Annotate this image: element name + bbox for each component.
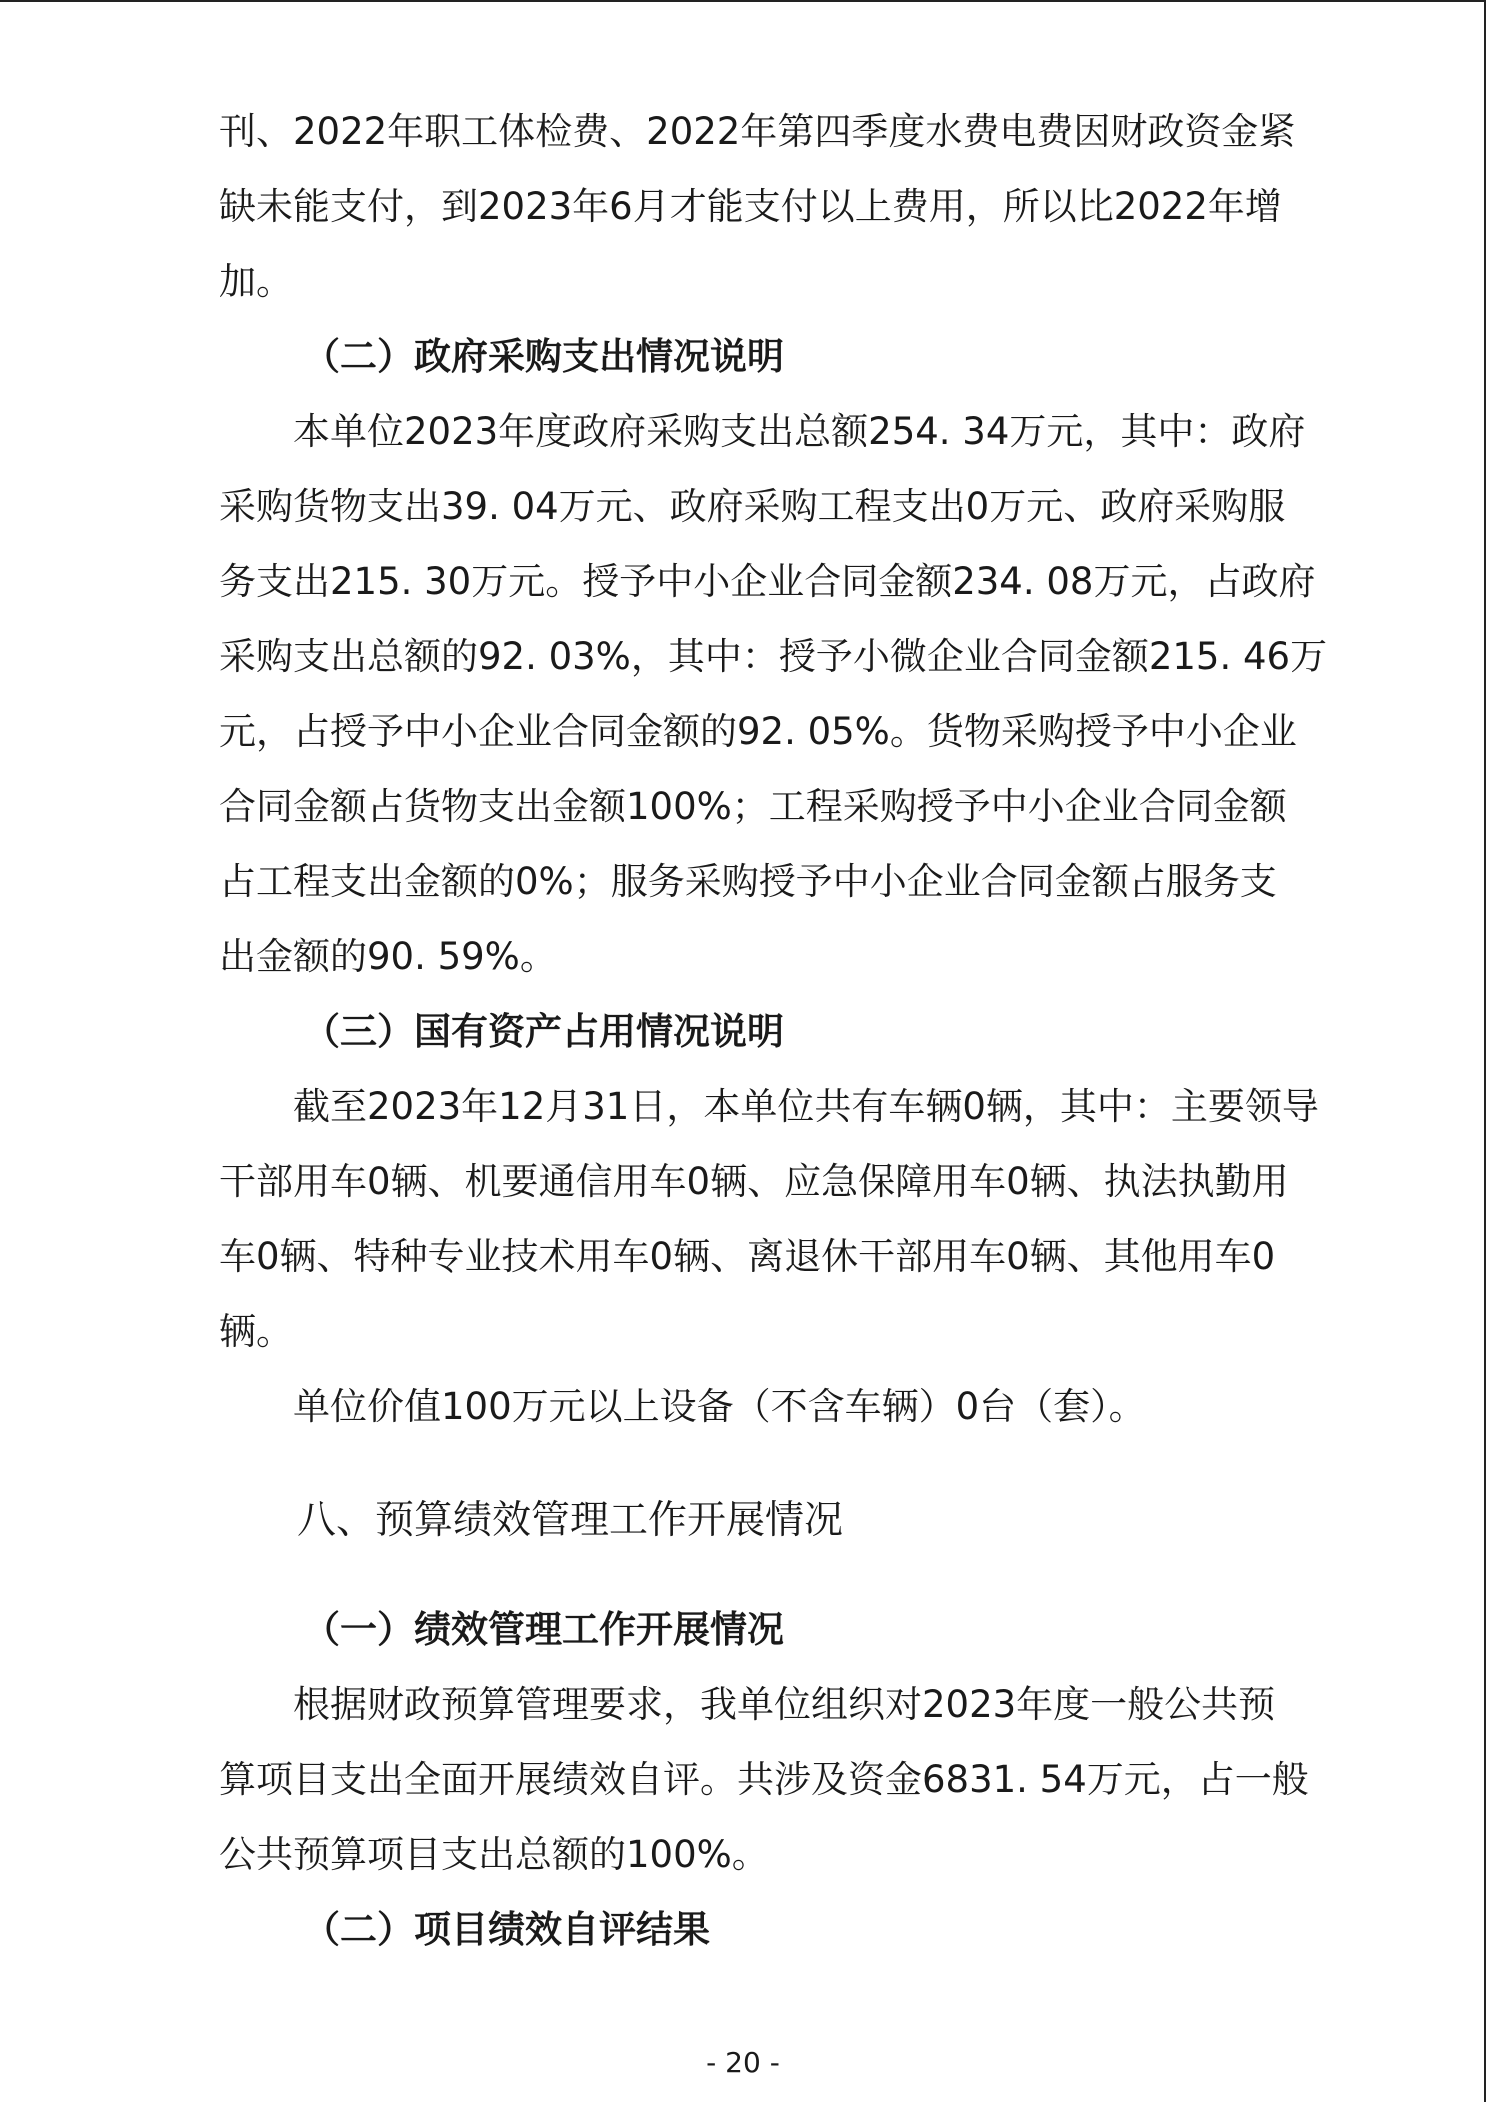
text-line: 公共预算项目支出总额的100%。	[219, 1833, 769, 1876]
text-line: 单位价值100万元以上设备（不含车辆）0台（套）。	[293, 1385, 1146, 1428]
section-heading-procurement: （二）政府采购支出情况说明	[303, 335, 784, 378]
text-line: 辆。	[219, 1310, 293, 1353]
text-line: 加。	[219, 260, 293, 303]
performance-paragraph	[219, 1667, 1309, 1892]
text-line: 采购支出总额的92. 03%，其中：授予小微企业合同金额215. 46万	[219, 635, 1328, 678]
section-heading-self-evaluation: （二）项目绩效自评结果	[303, 1908, 710, 1951]
equipment-paragraph	[219, 1369, 1289, 1444]
section-heading-performance-management: （一）绩效管理工作开展情况	[303, 1608, 784, 1651]
chapter-heading-performance: 八、预算绩效管理工作开展情况	[297, 1498, 844, 1543]
vehicles-paragraph	[219, 1069, 1319, 1369]
text-line: 截至2023年12月31日，本单位共有车辆0辆，其中：主要领导	[293, 1085, 1319, 1128]
text-line: 根据财政预算管理要求，我单位组织对2023年度一般公共预	[293, 1683, 1276, 1726]
page-number: - 20 -	[706, 2046, 780, 2079]
text-line: 占工程支出金额的0%；服务采购授予中小企业合同金额占服务支	[219, 860, 1277, 903]
procurement-paragraph	[219, 394, 1328, 994]
document-body	[219, 94, 1328, 1967]
text-line: 算项目支出全面开展绩效自评。共涉及资金6831. 54万元，占一般	[219, 1758, 1309, 1801]
text-line: 务支出215. 30万元。授予中小企业合同金额234. 08万元，占政府	[219, 560, 1316, 603]
text-line: 合同金额占货物支出金额100%；工程采购授予中小企业合同金额	[219, 785, 1287, 828]
text-line: 元，占授予中小企业合同金额的92. 05%。货物采购授予中小企业	[219, 710, 1297, 753]
text-line: 刊、2022年职工体检费、2022年第四季度水费电费因财政资金紧	[219, 110, 1296, 153]
spacer	[219, 1558, 1289, 1592]
section-heading-assets: （三）国有资产占用情况说明	[303, 1010, 784, 1053]
spacer	[219, 1444, 1289, 1483]
text-line: 出金额的90. 59%。	[219, 935, 557, 978]
text-line: 采购货物支出39. 04万元、政府采购工程支出0万元、政府采购服	[219, 485, 1286, 528]
text-line: 干部用车0辆、机要通信用车0辆、应急保障用车0辆、执法执勤用	[219, 1160, 1289, 1203]
intro-paragraph	[219, 94, 1296, 319]
text-line: 车0辆、特种专业技术用车0辆、离退休干部用车0辆、其他用车0	[219, 1235, 1276, 1278]
text-line: 本单位2023年度政府采购支出总额254. 34万元，其中：政府	[293, 410, 1306, 453]
text-line: 缺未能支付，到2023年6月才能支付以上费用，所以比2022年增	[219, 185, 1282, 228]
